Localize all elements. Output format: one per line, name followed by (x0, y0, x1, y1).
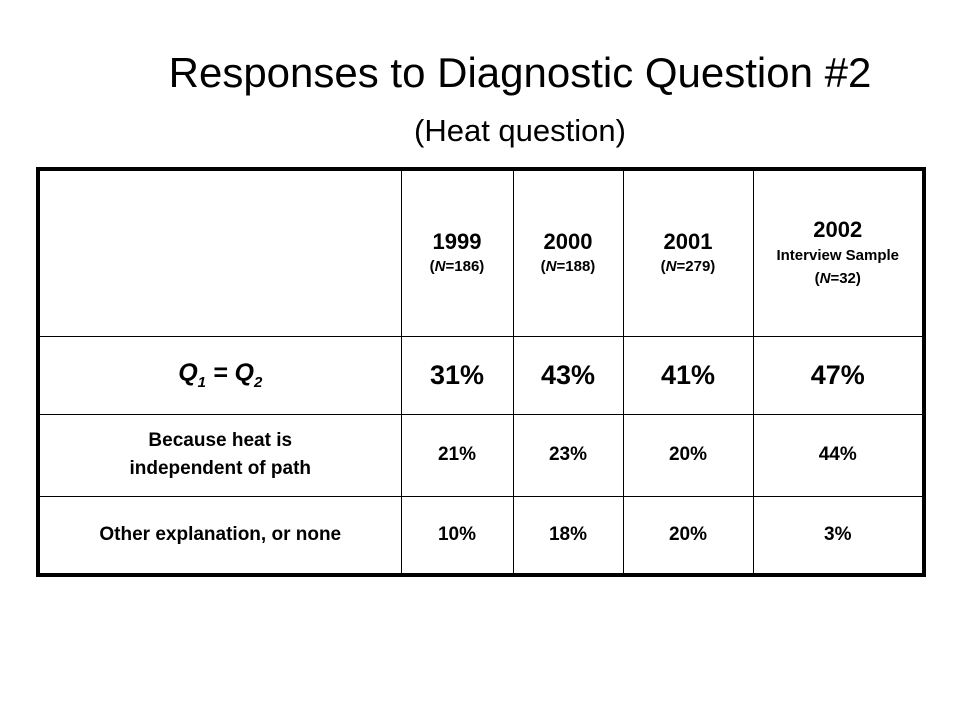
slide-subtitle: (Heat question) (414, 113, 626, 148)
value-cell: 20% (623, 414, 753, 496)
header-cell-1999 (401, 169, 513, 336)
row-label-q1-equals-q2: $Q_1 = Q_2$ (38, 336, 401, 414)
header-cell-2000 (513, 169, 623, 336)
slide-title: Responses to Diagnostic Question #2 (168, 49, 872, 96)
sample-size: (N=279) (660, 258, 716, 276)
row-label-other: Other explanation, or none (38, 496, 401, 575)
header-cell-2001 (623, 169, 753, 336)
sample-size: (N=32) (814, 270, 861, 288)
sample-size: (N=186) (429, 258, 485, 276)
year-label: 2002 (813, 217, 863, 243)
year-label: 1999 (432, 229, 482, 255)
value-cell: 3% (753, 496, 924, 575)
table-header-row (38, 169, 924, 336)
header-empty-cell (38, 169, 401, 336)
row-label-heat-path: Because heat is independent of path (38, 414, 401, 496)
year-label: 2000 (543, 229, 593, 255)
value-cell: 21% (401, 414, 513, 496)
header-cell-2002 (753, 169, 924, 336)
table-row (38, 336, 924, 414)
value-cell: 23% (513, 414, 623, 496)
value-cell: 47% (753, 336, 924, 414)
sample-size: (N=188) (540, 258, 596, 276)
value-cell: 18% (513, 496, 623, 575)
value-cell: 31% (401, 336, 513, 414)
value-cell: 10% (401, 496, 513, 575)
table-row (38, 496, 924, 575)
year-label: 2001 (663, 229, 713, 255)
responses-table (36, 167, 926, 577)
sample-type-label: Interview Sample (776, 247, 900, 265)
value-cell: 41% (623, 336, 753, 414)
value-cell: 44% (753, 414, 924, 496)
value-cell: 20% (623, 496, 753, 575)
table-row (38, 414, 924, 496)
value-cell: 43% (513, 336, 623, 414)
